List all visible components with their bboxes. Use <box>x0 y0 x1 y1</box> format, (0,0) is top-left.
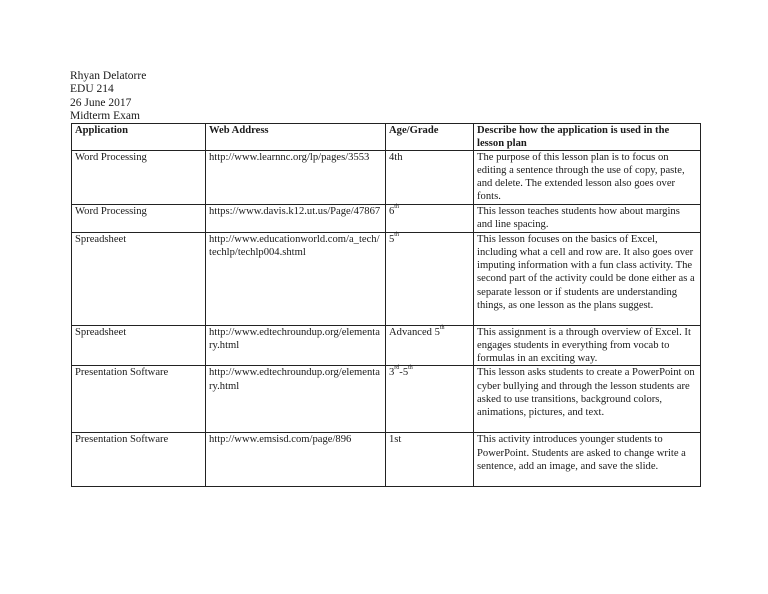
cell-grade: Advanced 5th <box>386 326 474 366</box>
cell-grade: 6th <box>386 205 474 233</box>
table-row <box>72 151 701 205</box>
cell-application: Word Processing <box>72 151 206 205</box>
table-header-row <box>72 124 701 151</box>
cell-application: Spreadsheet <box>72 326 206 366</box>
cell-description: This assignment is a through overview of Excel. It engages students in everything from vocab to formulas in an exciting way. <box>474 326 701 366</box>
table-row <box>72 366 701 433</box>
cell-web-address: http://www.edtechroundup.org/elementary.html <box>206 366 386 433</box>
cell-grade: 5th <box>386 233 474 326</box>
cell-grade: 1st <box>386 433 474 487</box>
course-code: EDU 214 <box>70 83 114 96</box>
cell-web-address: http://www.educationworld.com/a_tech/techlp/techlp004.shtml <box>206 233 386 326</box>
table-row <box>72 205 701 233</box>
student-name: Rhyan Delatorre <box>70 70 147 82</box>
cell-description: This lesson asks students to create a PowerPoint on cyber bullying and through the lesson students are asked to use transitions, background colors, animations, pictures, and text. <box>474 366 701 433</box>
cell-description: This lesson focuses on the basics of Excel, including what a cell and row are. It also goes over imputing information with a fun class activity. The second part of the activity could be done either as a separate lesson or if students are understanding things, as one lesson as the plans suggest. <box>474 233 701 326</box>
column-header-web-address: Web Address <box>206 124 386 151</box>
cell-application: Spreadsheet <box>72 233 206 326</box>
cell-grade: 4th <box>386 151 474 205</box>
column-header-description: Describe how the application is used in the lesson plan <box>474 124 701 151</box>
cell-application: Presentation Software <box>72 433 206 487</box>
cell-application: Presentation Software <box>72 366 206 433</box>
assignment-title: Midterm Exam <box>70 110 140 123</box>
document-date: 26 June 2017 <box>70 96 132 109</box>
column-header-age-grade: Age/Grade <box>386 124 474 151</box>
cell-grade: 3rd-5th <box>386 366 474 433</box>
cell-description: The purpose of this lesson plan is to focus on editing a sentence through the use of copy, paste, and delete. The extended lesson also goes over fonts. <box>474 151 701 205</box>
document-header <box>70 70 146 124</box>
cell-web-address: http://www.edtechroundup.org/elementary.html <box>206 326 386 366</box>
cell-web-address: http://www.learnnc.org/lp/pages/3553 <box>206 151 386 205</box>
table-row <box>72 433 701 487</box>
column-header-application: Application <box>72 124 206 151</box>
cell-web-address: https://www.davis.k12.ut.us/Page/47867 <box>206 205 386 233</box>
table-row <box>72 326 701 366</box>
cell-description: This activity introduces younger students to PowerPoint. Students are asked to change write a sentence, add an image, and save the slide. <box>474 433 701 487</box>
table-row <box>72 233 701 326</box>
lesson-plan-table <box>71 123 701 487</box>
cell-description: This lesson teaches students how about margins and line spacing. <box>474 205 701 233</box>
cell-web-address: http://www.emsisd.com/page/896 <box>206 433 386 487</box>
cell-application: Word Processing <box>72 205 206 233</box>
